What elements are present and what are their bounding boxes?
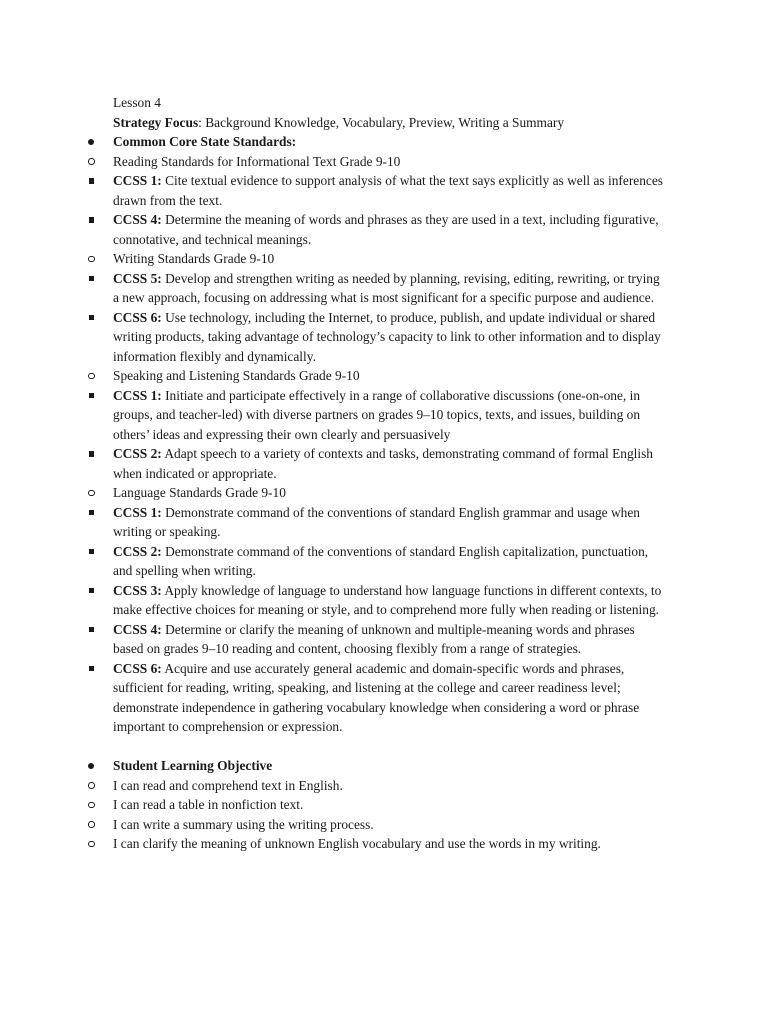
square-bullet-icon xyxy=(88,210,113,230)
square-bullet-icon xyxy=(88,269,113,289)
standards-group-title-row xyxy=(88,483,668,503)
standard-text: Apply knowledge of language to understand how language functions in different contexts, to make effective choices for meaning or style, and to comprehend more fully when reading or listening. xyxy=(113,582,662,617)
objective-text: I can write a summary using the writing process. xyxy=(113,816,374,832)
square-bullet-icon xyxy=(88,542,113,562)
circle-bullet-icon xyxy=(88,776,113,796)
standard-text: Develop and strengthen writing as needed by planning, revising, editing, rewriting, or trying a new approach, focusing on addressing what is most significant for a specific purpose and audience. xyxy=(113,270,660,305)
objective-item xyxy=(88,815,668,835)
circle-bullet-icon xyxy=(88,483,113,503)
standard-item xyxy=(88,210,668,249)
standards-group-title: Speaking and Listening Standards Grade 9-10 xyxy=(113,368,360,383)
standard-text: Demonstrate command of the conventions of standard English grammar and usage when writing or speaking. xyxy=(113,504,640,539)
standard-item xyxy=(88,308,668,367)
strategy-focus-label: Strategy Focus xyxy=(113,114,199,130)
square-bullet-icon xyxy=(88,386,113,406)
circle-bullet-icon xyxy=(88,366,113,386)
square-bullet-icon xyxy=(88,659,113,679)
square-bullet-icon xyxy=(88,444,113,464)
standards-group-title: Language Standards Grade 9-10 xyxy=(113,485,286,500)
standard-item xyxy=(88,659,668,737)
standard-text: Initiate and participate effectively in a range of collaborative discussions (one-on-one, in groups, and teacher-led) with diverse partners on grades 9–10 topics, texts, and issues, building on others’ ideas and expressing their own clearly and persuasively xyxy=(113,387,641,442)
strategy-focus xyxy=(88,113,668,133)
circle-bullet-icon xyxy=(88,795,113,815)
standard-item xyxy=(88,269,668,308)
disc-bullet-icon xyxy=(88,132,113,152)
objective-text: I can read a table in nonfiction text. xyxy=(113,797,304,812)
square-bullet-icon xyxy=(88,308,113,328)
disc-bullet-icon xyxy=(88,756,113,776)
standard-code: CCSS 2: xyxy=(113,543,162,559)
standard-code: CCSS 2: xyxy=(113,446,162,461)
standards-group-title-row xyxy=(88,249,668,269)
standard-item xyxy=(88,171,668,210)
standards-group-title-row xyxy=(88,152,668,172)
standard-code: CCSS 5: xyxy=(113,270,162,286)
standards-group-title: Reading Standards for Informational Text Grade 9-10 xyxy=(113,153,401,169)
standard-text: Adapt speech to a variety of contexts and tasks, demonstrating command of formal English when indicated or appropriate. xyxy=(113,446,653,481)
standard-item xyxy=(88,444,668,483)
standard-code: CCSS 1: xyxy=(113,387,162,403)
section-spacer xyxy=(88,737,668,757)
standard-item xyxy=(88,620,668,659)
standard-code: CCSS 6: xyxy=(113,309,162,325)
standard-code: CCSS 1: xyxy=(113,173,162,188)
objectives-heading-row xyxy=(88,756,668,776)
square-bullet-icon xyxy=(88,620,113,640)
circle-bullet-icon xyxy=(88,249,113,269)
standard-text: Determine or clarify the meaning of unknown and multiple-meaning words and phrases based on grades 9–10 reading and content, choosing flexibly from a range of strategies. xyxy=(113,621,635,656)
circle-bullet-icon xyxy=(88,152,113,172)
standard-text: Use technology, including the Internet, to produce, publish, and update individual or shared writing products, taking advantage of technology’s capacity to link to other information and to display information flexibly and dynamically. xyxy=(113,309,661,364)
circle-bullet-icon xyxy=(88,834,113,854)
standard-code: CCSS 3: xyxy=(113,582,162,598)
standard-code: CCSS 1: xyxy=(113,504,162,520)
standard-item xyxy=(88,542,668,581)
standard-item xyxy=(88,386,668,445)
standard-item xyxy=(88,503,668,542)
strategy-focus-text: : Background Knowledge, Vocabulary, Preview, Writing a Summary xyxy=(198,114,565,130)
standard-text: Demonstrate command of the conventions of standard English capitalization, punctuation, and spelling when writing. xyxy=(113,543,649,578)
standard-text: Acquire and use accurately general academic and domain-specific words and phrases, sufficient for reading, writing, speaking, and listening at the college and career readiness level; demonstrate independence in gathering vocabulary knowledge when considering a word or phrase important to comprehension or expression. xyxy=(113,660,640,734)
objective-item xyxy=(88,834,668,854)
standard-code: CCSS 4: xyxy=(113,212,162,227)
standard-text: Cite textual evidence to support analysis of what the text says explicitly as well as inferences drawn from the text. xyxy=(113,173,664,208)
document-page xyxy=(88,93,668,854)
standards-group-title: Writing Standards Grade 9-10 xyxy=(113,251,275,266)
standard-text: Determine the meaning of words and phrases as they are used in a text, including figurative, connotative, and technical meanings. xyxy=(113,212,659,247)
square-bullet-icon xyxy=(88,581,113,601)
standards-group-title-row xyxy=(88,366,668,386)
standards-heading-row xyxy=(88,132,668,152)
lesson-title: Lesson 4 xyxy=(113,95,161,110)
objective-item xyxy=(88,776,668,796)
circle-bullet-icon xyxy=(88,815,113,835)
objective-text: I can read and comprehend text in English. xyxy=(113,777,343,793)
standard-code: CCSS 6: xyxy=(113,660,162,676)
objectives-heading: Student Learning Objective xyxy=(113,758,273,773)
objective-item xyxy=(88,795,668,815)
square-bullet-icon xyxy=(88,171,113,191)
standards-heading: Common Core State Standards: xyxy=(113,134,297,149)
square-bullet-icon xyxy=(88,503,113,523)
standard-item xyxy=(88,581,668,620)
objective-text: I can clarify the meaning of unknown English vocabulary and use the words in my writing. xyxy=(113,836,601,851)
standard-code: CCSS 4: xyxy=(113,621,162,637)
